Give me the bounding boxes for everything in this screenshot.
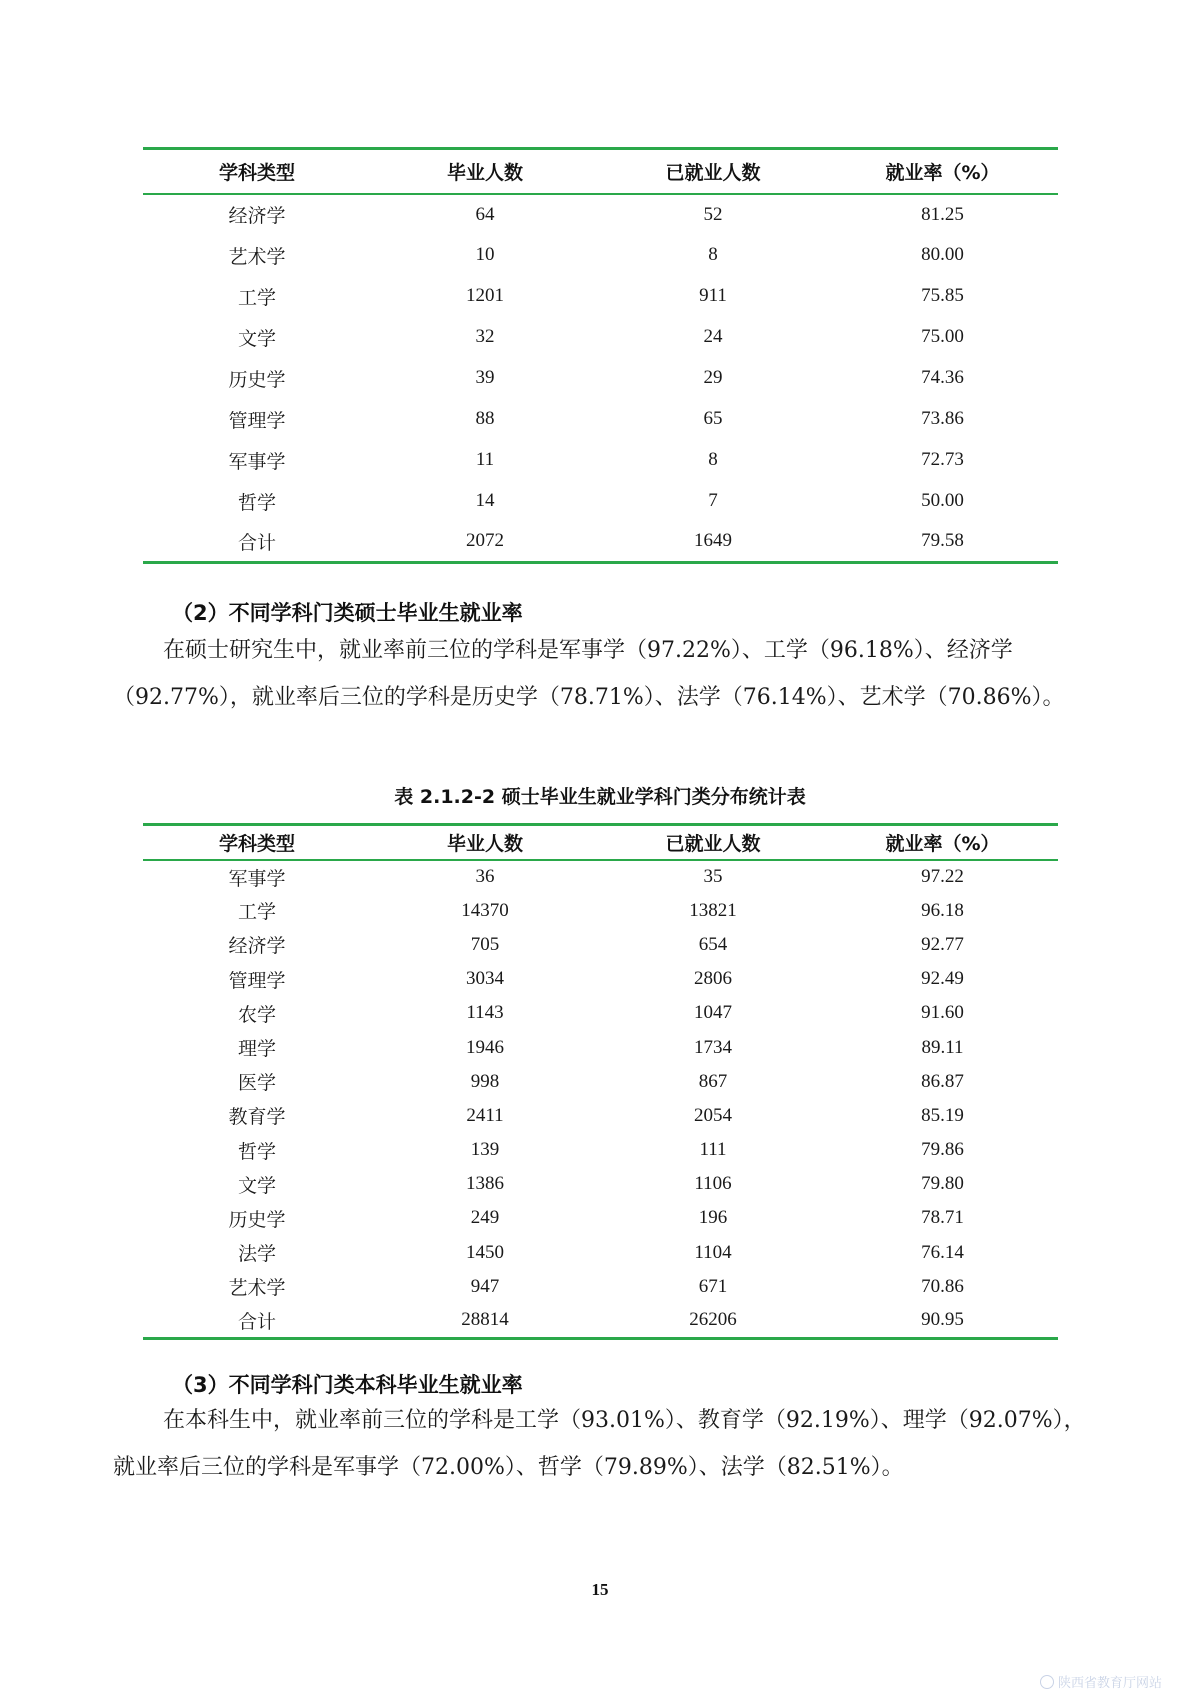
cell-employed: 29 bbox=[703, 367, 723, 388]
cell-rate: 92.77 bbox=[921, 933, 964, 955]
cell-employed: 52 bbox=[703, 203, 723, 225]
table-row bbox=[143, 1133, 1058, 1167]
section-heading-masters: （2）不同学科门类硕士毕业生就业率 bbox=[172, 601, 523, 625]
cell-employed: 65 bbox=[703, 408, 723, 429]
cell-rate: 78.71 bbox=[921, 1207, 964, 1229]
cell-rate: 85.19 bbox=[921, 1104, 964, 1126]
cell-discipline: 经济学 bbox=[228, 205, 286, 227]
paragraph-line: （92.77%），就业率后三位的学科是历史学（78.71%）、法学（76.14%）、艺术学（70.86%）。 bbox=[113, 685, 1065, 710]
cell-rate: 92.49 bbox=[921, 968, 964, 990]
cell-discipline: 教育学 bbox=[228, 1106, 286, 1129]
header-rate: 就业率（%） bbox=[827, 825, 1058, 860]
header-employed: 已就业人数 bbox=[599, 149, 827, 194]
cell-rate: 79.80 bbox=[921, 1173, 964, 1195]
cell-employed: 654 bbox=[698, 933, 728, 955]
header-rate: 就业率（%） bbox=[827, 149, 1058, 194]
cell-discipline: 历史学 bbox=[228, 368, 286, 391]
table-header-row bbox=[143, 149, 1058, 194]
table-row bbox=[143, 1270, 1058, 1304]
cell-graduates: 14370 bbox=[461, 899, 509, 921]
table-row bbox=[143, 962, 1058, 996]
cell-graduates: 32 bbox=[475, 326, 495, 347]
table-row bbox=[143, 1236, 1058, 1270]
table-row bbox=[143, 860, 1058, 894]
cell-discipline: 医学 bbox=[237, 1072, 276, 1095]
cell-discipline: 军事学 bbox=[228, 867, 286, 890]
cell-discipline: 历史学 bbox=[228, 1208, 286, 1231]
cell-employed: 2054 bbox=[694, 1104, 732, 1126]
paragraph-line: 就业率后三位的学科是军事学（72.00%）、哲学（79.89%）、法学（82.51%）。 bbox=[113, 1455, 904, 1480]
cell-employed: 867 bbox=[698, 1070, 728, 1092]
cell-discipline: 艺术学 bbox=[228, 245, 286, 268]
cell-rate: 89.11 bbox=[921, 1036, 964, 1058]
cell-graduates: 139 bbox=[470, 1139, 500, 1161]
cell-employed: 1649 bbox=[694, 530, 732, 552]
cell-rate: 75.00 bbox=[921, 326, 964, 347]
watermark bbox=[1040, 1672, 1162, 1691]
cell-employed: 24 bbox=[703, 326, 723, 347]
cell-employed: 7 bbox=[708, 490, 718, 511]
cell-graduates: 28814 bbox=[461, 1309, 509, 1331]
table-row bbox=[143, 996, 1058, 1030]
cell-employed: 8 bbox=[708, 244, 718, 265]
cell-discipline: 经济学 bbox=[228, 935, 286, 958]
cell-rate: 79.58 bbox=[921, 530, 964, 552]
table-row bbox=[143, 1030, 1058, 1064]
table-row bbox=[143, 358, 1058, 399]
cell-employed: 111 bbox=[699, 1139, 727, 1161]
cell-graduates: 1201 bbox=[466, 285, 504, 306]
cell-rate: 79.86 bbox=[921, 1139, 964, 1161]
cell-discipline: 合计 bbox=[237, 531, 276, 554]
table-row bbox=[143, 1201, 1058, 1235]
cell-graduates: 88 bbox=[475, 408, 495, 429]
table-row bbox=[143, 276, 1058, 317]
cell-graduates: 14 bbox=[475, 490, 495, 511]
cell-graduates: 64 bbox=[475, 203, 495, 225]
cell-employed: 196 bbox=[698, 1207, 728, 1229]
cell-graduates: 39 bbox=[475, 367, 495, 388]
cell-employed: 13821 bbox=[689, 899, 737, 921]
cell-graduates: 1143 bbox=[466, 1002, 504, 1024]
table-row bbox=[143, 1065, 1058, 1099]
table-undergraduate-continued bbox=[143, 147, 1058, 564]
section-heading-undergraduate: （3）不同学科门类本科毕业生就业率 bbox=[172, 1373, 523, 1397]
cell-employed: 671 bbox=[698, 1275, 728, 1297]
paragraph-line: 在硕士研究生中，就业率前三位的学科是军事学（97.22%）、工学（96.18%）、经济学 bbox=[163, 638, 1013, 663]
cell-graduates: 947 bbox=[470, 1275, 500, 1297]
cell-employed: 26206 bbox=[689, 1309, 737, 1331]
table-row bbox=[143, 1304, 1058, 1338]
cell-rate: 81.25 bbox=[921, 203, 964, 225]
header-discipline: 学科类型 bbox=[143, 149, 371, 194]
cell-graduates: 1946 bbox=[466, 1036, 504, 1058]
cell-employed: 8 bbox=[708, 449, 718, 470]
cell-discipline: 工学 bbox=[237, 901, 276, 924]
page-number: 15 bbox=[591, 1580, 609, 1599]
cell-graduates: 10 bbox=[475, 244, 495, 265]
header-employed: 已就业人数 bbox=[599, 825, 827, 860]
header-graduates: 毕业人数 bbox=[371, 149, 599, 194]
table-row bbox=[143, 194, 1058, 235]
cell-employed: 35 bbox=[703, 866, 723, 888]
paragraph-undergraduate bbox=[113, 1397, 1093, 1491]
cell-employed: 911 bbox=[699, 285, 727, 306]
cell-discipline: 哲学 bbox=[237, 1140, 276, 1163]
table-row bbox=[143, 317, 1058, 358]
cell-rate: 75.85 bbox=[921, 285, 964, 306]
cell-employed: 1047 bbox=[694, 1002, 732, 1024]
table-caption: 表 2.1.2-2 硕士毕业生就业学科门类分布统计表 bbox=[394, 786, 806, 808]
cell-employed: 1106 bbox=[694, 1173, 732, 1195]
table-body bbox=[143, 194, 1058, 563]
cell-employed: 2806 bbox=[694, 968, 732, 990]
cell-discipline: 军事学 bbox=[228, 450, 286, 473]
table-header-row bbox=[143, 825, 1058, 860]
header-discipline: 学科类型 bbox=[143, 825, 371, 860]
cell-rate: 97.22 bbox=[921, 866, 964, 888]
cell-discipline: 农学 bbox=[237, 1003, 276, 1026]
cell-graduates: 3034 bbox=[466, 968, 504, 990]
cell-graduates: 249 bbox=[470, 1207, 500, 1229]
cell-rate: 50.00 bbox=[921, 490, 964, 511]
cell-graduates: 1386 bbox=[466, 1173, 504, 1195]
cell-graduates: 2411 bbox=[466, 1104, 504, 1126]
cell-discipline: 法学 bbox=[237, 1243, 276, 1266]
header-graduates: 毕业人数 bbox=[371, 825, 599, 860]
cell-discipline: 理学 bbox=[237, 1038, 276, 1061]
table-masters bbox=[143, 823, 1058, 1340]
table-row bbox=[143, 1167, 1058, 1201]
globe-icon bbox=[1040, 1675, 1054, 1689]
table-row bbox=[143, 522, 1058, 563]
table-row bbox=[143, 399, 1058, 440]
table-row bbox=[143, 928, 1058, 962]
paragraph-line: 在本科生中，就业率前三位的学科是工学（93.01%）、教育学（92.19%）、理学（92.07%）， bbox=[163, 1408, 1086, 1433]
cell-employed: 1104 bbox=[694, 1241, 732, 1263]
table-row bbox=[143, 440, 1058, 481]
cell-graduates: 705 bbox=[470, 933, 500, 955]
cell-graduates: 1450 bbox=[466, 1241, 504, 1263]
watermark-text: 陕西省教育厅网站 bbox=[1058, 1676, 1163, 1691]
cell-rate: 73.86 bbox=[921, 408, 964, 429]
paragraph-masters bbox=[113, 627, 1093, 721]
table-body bbox=[143, 860, 1058, 1339]
cell-graduates: 36 bbox=[475, 866, 495, 888]
cell-discipline: 管理学 bbox=[228, 969, 286, 992]
cell-discipline: 文学 bbox=[237, 1174, 276, 1197]
cell-rate: 86.87 bbox=[921, 1070, 964, 1092]
cell-graduates: 11 bbox=[475, 449, 495, 470]
cell-discipline: 合计 bbox=[237, 1310, 276, 1333]
table-row bbox=[143, 1099, 1058, 1133]
cell-rate: 76.14 bbox=[921, 1241, 964, 1263]
cell-discipline: 艺术学 bbox=[228, 1277, 286, 1300]
cell-discipline: 文学 bbox=[237, 327, 276, 350]
cell-rate: 91.60 bbox=[921, 1002, 964, 1024]
cell-rate: 90.95 bbox=[921, 1309, 964, 1331]
table-row bbox=[143, 894, 1058, 928]
cell-graduates: 998 bbox=[470, 1070, 500, 1092]
table-row bbox=[143, 481, 1058, 522]
cell-rate: 72.73 bbox=[921, 449, 964, 470]
cell-rate: 74.36 bbox=[921, 367, 964, 388]
cell-discipline: 管理学 bbox=[228, 409, 286, 432]
table-row bbox=[143, 235, 1058, 276]
cell-graduates: 2072 bbox=[466, 530, 504, 552]
cell-discipline: 工学 bbox=[237, 286, 276, 309]
cell-rate: 96.18 bbox=[921, 899, 964, 921]
cell-employed: 1734 bbox=[694, 1036, 732, 1058]
cell-discipline: 哲学 bbox=[237, 491, 276, 514]
cell-rate: 80.00 bbox=[921, 244, 964, 265]
cell-rate: 70.86 bbox=[921, 1275, 964, 1297]
